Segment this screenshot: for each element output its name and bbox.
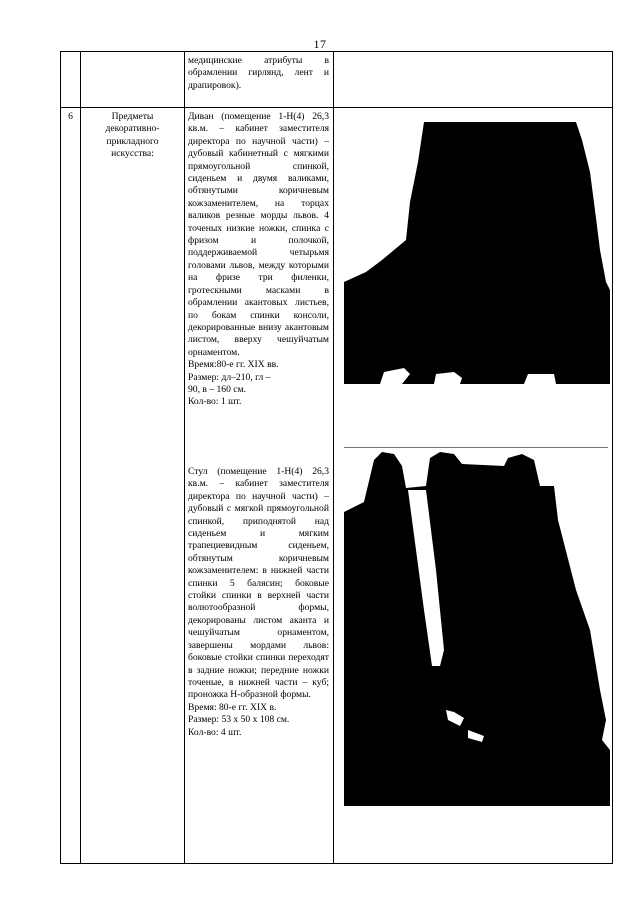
row-number: 6 [68,111,73,122]
column-divider [184,52,185,863]
chair-size: Размер: 53 х 50 х 108 см. [188,714,290,726]
item-chair [188,466,329,739]
photo-separator [344,447,608,448]
column-divider [333,52,334,863]
item-sofa [188,111,329,409]
chair-photo [344,450,610,806]
sofa-count: Кол-во: 1 шт. [188,396,242,408]
sofa-time: Время:80-е гг. XIX вв. [188,359,279,371]
continuation-description: медицинские атрибуты в обрамлении гирлянд, лент и драпировок). [188,55,329,91]
sofa-size: Размер: дл–210, гл – [188,371,271,383]
inventory-table [60,51,613,864]
chair-description: Стул (помещение 1-Н(4) 26,3 кв.м. – кабинет заместителя директора по научной части) – дубовый с мягкой прямоугольной спинкой, приподнятой над сиденьем и мягким трапециевидным сиденьем, обтянутым коричневым кожзаменителем: в нижней части спинки 5 балясин; боковые стойки спинки в верхней части волютообразной формы, декорированы листом аканта и чешуйчатым орнаментом, завершены мордами львов: боковые стойки спинки переходят в задние ножки; передние ножки точеные, в нижней части – куб; проножка Н-образной формы. [188,466,329,701]
column-divider [80,52,81,863]
sofa-description: Диван (помещение 1-Н(4) 26,3 кв.м. – кабинет заместителя директора по научной части) – дубовый кабинетный с мягкими прямоугольной спинкой, сиденьем и двумя валиками, обтянутыми коричневым кожзаменителем, на торцах валиков резные морды львов. 4 точеных низкие ножки, спинка с фризом и полочкой, поддерживаемой четырьмя головами львов, между которыми на фризе три филенки, гротескными масками в обрамлении акантовых листьев, по бокам спинки консоли, декорированные внизу акантовым листом, вверху чешуйчатым орнаментом. [188,111,329,358]
sofa-size-cont: 90, в – 160 см. [188,383,247,395]
row-category: Предметы декоративно-прикладного искусства: [105,111,160,160]
chair-count: Кол-во: 4 шт. [188,726,242,738]
page-number: 17 [313,37,327,51]
chair-time: Время: 80-е гг. XIX в. [188,701,277,713]
sofa-photo [344,122,610,384]
row-divider [61,107,612,108]
